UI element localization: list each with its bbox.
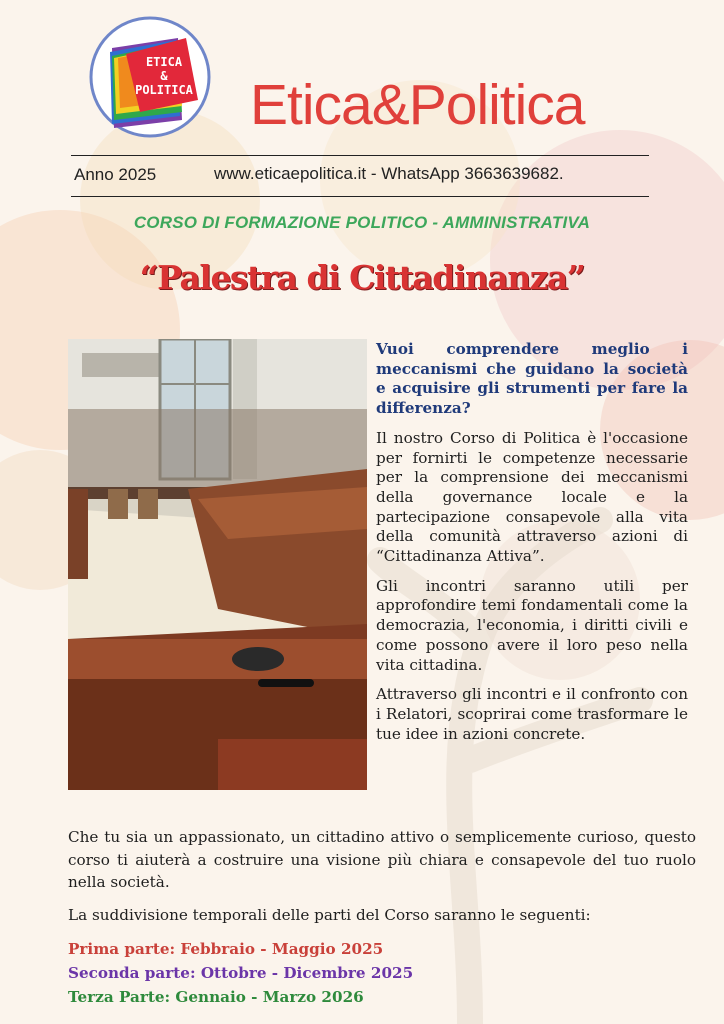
intro-column [376,340,688,754]
paragraph-topics: Gli incontri saranno utili per approfondire temi fondamentali come la democrazia, l'economia, i diritti civili e come possono avere il loro peso nella vita cittadina. [376,576,688,674]
contact-info: www.eticaepolitica.it - WhatsApp 3663639682. [214,164,564,183]
header-divider-bottom [71,196,649,197]
course-title: “Palestra di Cittadinanza” [139,258,585,297]
logo-text-bottom: POLITICA [135,83,193,97]
council-chamber-photo [68,339,367,790]
course-type-heading: CORSO DI FORMAZIONE POLITICO - AMMINISTRATIVA [133,213,591,232]
closing-section [68,826,696,894]
schedule-intro: La suddivisione temporali delle parti del Corso saranno le seguenti: [68,906,591,924]
brand-title: Etica&Politica [250,73,585,137]
header-divider-top [71,155,649,156]
paragraph-course-description: Il nostro Corso di Politica è l'occasione per fornirti le competenze necessarie per la comprensione dei meccanismi della governance locale e la partecipazione consapevole alla vita della comunità attraverso azioni di “Cittadinanza Attiva”. [376,428,688,566]
schedule-item-first: Prima parte: Febbraio - Maggio 2025 [68,940,384,958]
etica-politica-logo [82,16,218,138]
schedule-item-second: Seconda parte: Ottobre - Dicembre 2025 [68,964,414,982]
paragraph-speakers: Attraverso gli incontri e il confronto con i Relatori, scoprirai come trasformare le tue idee in azioni concrete. [376,685,688,743]
lead-question: Vuoi comprendere meglio i meccanismi che guidano la società e acquisire gli strumenti per fare la differenza? [376,340,688,418]
logo-text-mid: & [160,69,168,83]
logo-text-top: ETICA [145,55,183,69]
schedule-item-third: Terza Parte: Gennaio - Marzo 2026 [68,988,364,1006]
edition-year: Anno 2025 [74,165,157,184]
closing-paragraph: Che tu sia un appassionato, un cittadino attivo o semplicemente curioso, questo corso ti aiuterà a costruire una visione più chiara e consapevole del tuo ruolo nella società. [68,828,696,891]
